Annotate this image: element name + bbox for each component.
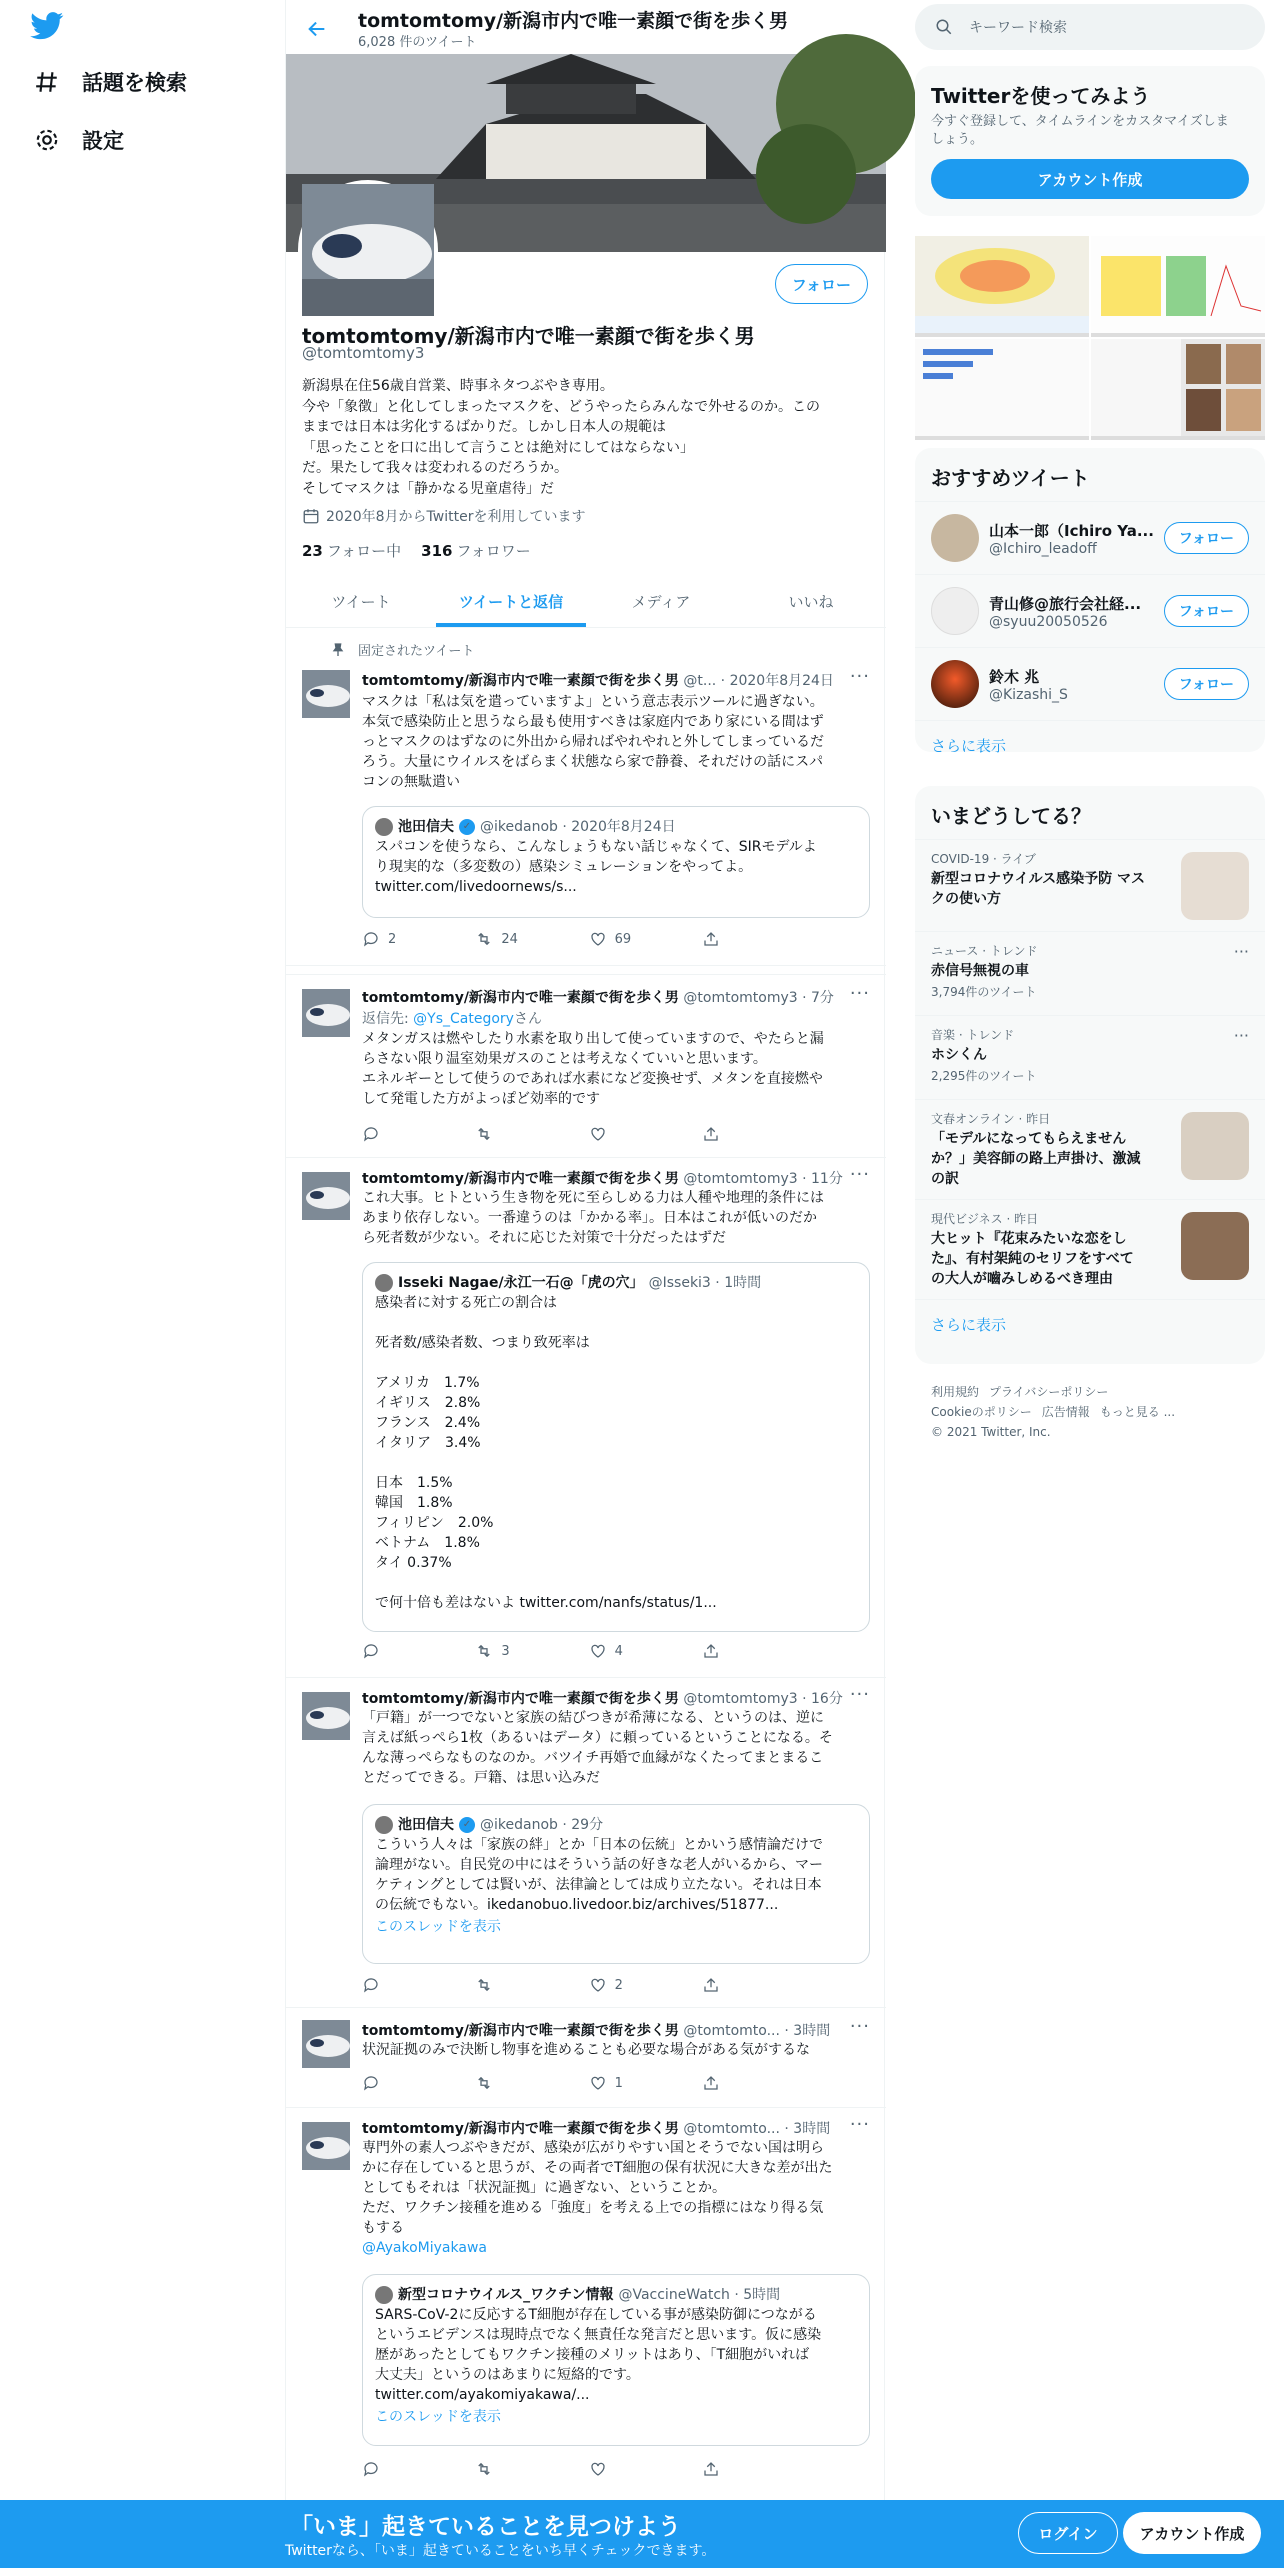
quote-line: で何十倍も差はないよ twitter.com/nanfs/status/1... (375, 1595, 717, 1611)
quote-line: ケティングとしては賢いが、法律論としては成り立たない。それは日本 (375, 1877, 822, 1893)
bio-line: ままでは日本は劣化するばかりだ。しかし日本人の規範は (302, 419, 666, 435)
retweet-icon (475, 2460, 493, 2478)
trend-meta: COVID-19 · ライブ (931, 852, 1036, 866)
trend-thumbnail (1181, 1112, 1249, 1180)
reply-icon (362, 1642, 380, 1660)
retweet-count: 3 (501, 1643, 510, 1659)
like-button[interactable] (589, 930, 669, 948)
profile-avatar[interactable] (298, 180, 438, 320)
trend-item[interactable] (915, 1015, 1265, 1099)
reply-icon (362, 930, 380, 948)
trend-title-line: 新型コロナウイルス感染予防 マス (931, 871, 1146, 887)
show-thread-link[interactable]: このスレッドを表示 (375, 2409, 501, 2425)
like-button[interactable] (589, 1976, 669, 1994)
signup-button[interactable]: アカウント作成 (1123, 2512, 1261, 2554)
reply-icon (362, 2460, 380, 2478)
share-button[interactable] (702, 1976, 782, 1994)
bio-line: そしてマスクは「静かなる児童虐待」だ (302, 480, 554, 497)
quote-meta: @ikedanob · 2020年8月24日 (480, 819, 676, 835)
quote-avatar (375, 1274, 393, 1292)
trend-item[interactable] (915, 931, 1265, 1015)
avatar (931, 660, 979, 708)
trends-card (915, 786, 1265, 1364)
trend-item[interactable] (915, 839, 1265, 931)
more-icon[interactable]: ··· (849, 1684, 870, 1705)
trend-meta: 文春オンライン · 昨日 (931, 1112, 1051, 1126)
recommended-user[interactable] (915, 647, 1265, 720)
tweet-author[interactable]: tomtomtomy/新潟市内で唯一素顔で街を歩く男 (362, 2121, 679, 2137)
quote-line: というエビデンスは現時点でなく無責任な発言だと思います。仮に感染 (375, 2327, 822, 2343)
recommended-title: おすすめツイート (931, 466, 1090, 490)
quote-line: 死者数/感染者数、つまり致死率は (375, 1335, 590, 1351)
trend-title-line: ホシくん (931, 1047, 987, 1063)
share-button[interactable] (702, 930, 782, 948)
twitter-logo-icon[interactable] (30, 12, 64, 40)
quoted-tweet[interactable] (362, 806, 870, 918)
text-line: これ大事。ヒトという生き物を死に至らしめる力は人種や地理的条件には (362, 1190, 824, 1206)
text-line: 言えば紙っぺら1枚（あるいはデータ）に頼っているということになる。そ (362, 1730, 833, 1746)
footer-links (931, 1382, 1261, 1442)
profile-name: tomtomtomy/新潟市内で唯一素顔で街を歩く男 (302, 324, 755, 348)
quote-meta: @ikedanob · 29分 (480, 1817, 604, 1833)
reply-icon (362, 1125, 380, 1143)
followers-label: フォロワー (456, 542, 531, 560)
text-line: としてもそれは「状況証拠」に過ぎない、ということか。 (362, 2180, 726, 2196)
trend-title-line: の大人が嚙みしめるべき理由 (931, 1271, 1113, 1287)
tab-likes[interactable]: いいね (788, 593, 834, 611)
tweet[interactable] (286, 2108, 886, 2500)
quote-line (375, 1573, 857, 1593)
media-grid (915, 236, 1265, 432)
more-icon[interactable]: ··· (1233, 942, 1249, 961)
trend-meta: 音楽 · トレンド (931, 1028, 1015, 1042)
bio-line: 新潟県在住56歳自営業、時事ネタつぶやき専用。 (302, 378, 614, 394)
quote-line (375, 1453, 857, 1473)
avatar[interactable] (302, 1172, 350, 1220)
trend-thumbnail (1181, 852, 1249, 920)
text-line: ただ、ワクチン接種を進める「強度」を考える上での指標にはなり得る気 (362, 2200, 824, 2216)
like-count: 69 (614, 931, 632, 947)
create-account-button[interactable]: アカウント作成 (931, 159, 1249, 199)
footer-link[interactable]: もっと見る ... (1099, 1405, 1176, 1419)
joined-text: 2020年8月からTwitterを利用しています (326, 509, 586, 525)
banner-subtitle: Twitterなら、「いま」起きていることをいち早くチェックできます。 (285, 2543, 716, 2559)
tweet-actions (362, 2460, 782, 2478)
tweet-header (362, 987, 834, 1007)
share-button[interactable] (702, 1125, 782, 1143)
share-button[interactable] (702, 1642, 782, 1660)
tweet-meta: @tomtomto... · 3時間 (683, 2023, 831, 2039)
like-button[interactable] (589, 1125, 669, 1143)
more-icon[interactable]: ··· (1233, 1026, 1249, 1045)
like-button[interactable] (589, 2460, 669, 2478)
signup-sub-line: しょう。 (931, 132, 984, 147)
recommended-user[interactable] (915, 501, 1265, 574)
text-line: んな薄っぺらなものなのか。バツイチ再婚で血縁がなくたってまとまるこ (362, 1750, 824, 1766)
like-count: 2 (614, 1977, 623, 1993)
tweet[interactable] (286, 2008, 886, 2108)
follow-button[interactable]: フォロー (1164, 668, 1249, 700)
signup-sub-line: 今すぐ登録して、タイムラインをカスタマイズしま (931, 114, 1229, 129)
trend-title-line: の訳 (931, 1171, 959, 1187)
main-column (285, 0, 885, 2500)
following-label: フォロー中 (326, 542, 402, 560)
reply-count: 2 (388, 931, 397, 947)
trend-thumbnail (1181, 1212, 1249, 1280)
text-line: とだってできる。戸籍、は思い込みだ (362, 1770, 600, 1786)
share-icon (702, 1976, 720, 1994)
tweet-text (362, 692, 872, 792)
share-icon (702, 2460, 720, 2478)
quote-line: イタリア 3.4% (375, 1435, 481, 1451)
quote-line: フランス 2.4% (375, 1415, 481, 1431)
quote-author: 池田信夫 (398, 819, 454, 835)
text-line: かに存在していると思うが、その両者でT細胞の保有状況に大きな差が出た (362, 2160, 833, 2176)
quote-author: 新型コロナウイルス_ワクチン情報 (398, 2287, 614, 2303)
tweet[interactable] (286, 1158, 886, 1678)
heart-icon (589, 1642, 607, 1660)
quote-line: イギリス 2.8% (375, 1395, 481, 1411)
more-icon[interactable]: ··· (849, 2016, 870, 2037)
text-line: っとマスクのはずなのに外出から帰ればやれやれと外してしまっているだ (362, 734, 824, 750)
tweet-meta: @tomtomto... · 3時間 (683, 2121, 831, 2137)
text-line: メタンガスは燃やしたり水素を取り出して使っていますので、やたらと漏 (362, 1031, 824, 1047)
trend-title-line: 赤信号無視の車 (931, 963, 1029, 979)
media-thumbnail[interactable] (1091, 339, 1265, 440)
text-line: コンの無駄遣い (362, 774, 460, 790)
left-nav (0, 0, 285, 2568)
text-line: 状況証拠のみで決断し物事を進めることも必要な場合がある気がするな (362, 2042, 810, 2058)
media-thumbnail[interactable] (915, 236, 1089, 337)
retweet-button[interactable] (475, 2460, 555, 2478)
footer-link[interactable]: Cookieのポリシー (931, 1405, 1032, 1419)
trend-title-line: 「モデルになってもらえません (931, 1131, 1127, 1147)
right-sidebar (885, 0, 1284, 2500)
more-icon[interactable]: ··· (849, 1164, 870, 1185)
trend-count: 3,794件のツイート (931, 985, 1037, 999)
tweet-actions (362, 930, 782, 948)
retweet-button[interactable] (475, 2074, 555, 2092)
text-line: あまり依存しない。一番違うのは「かかる率」。日本はこれが低いのだか (362, 1210, 817, 1226)
text-line: 「戸籍」が一つでないと家族の結びつきが希薄になる、というのは、逆に (362, 1710, 824, 1726)
profile-bio (302, 376, 872, 499)
avatar[interactable] (302, 1692, 350, 1740)
verified-icon: ✓ (459, 819, 475, 835)
retweet-icon (475, 2074, 493, 2092)
trend-title-line: か？」美容師の路上声掛け、激減 (931, 1151, 1141, 1167)
text-line: して発電した方がよっぽど効率的です (362, 1091, 600, 1107)
profile-handle: @tomtomtomy3 (302, 344, 425, 362)
quote-line: り現実的な（多変数の）感染シミュレーションをやってよ。 (375, 859, 753, 875)
text-line: 本気で感染防止と思うなら最も使用すべきは家庭内であり家にいる間はず (362, 714, 824, 730)
tweet-text (362, 2138, 872, 2258)
tweet-author[interactable]: tomtomtomy/新潟市内で唯一素顔で街を歩く男 (362, 990, 679, 1006)
gear-icon (34, 127, 60, 153)
tweet-meta: @tomtomtomy3 · 7分 (683, 990, 834, 1006)
followers-link[interactable] (421, 540, 531, 561)
quote-line: 大丈夫」というのはあまりに短絡的です。 (375, 2367, 640, 2383)
tweet-text (362, 2040, 872, 2060)
tweet-meta: @t... · 2020年8月24日 (683, 673, 834, 689)
reply-button[interactable] (362, 1642, 442, 1660)
follow-button[interactable]: フォロー (1164, 595, 1249, 627)
reply-icon (362, 2074, 380, 2092)
reply-to-link[interactable]: @Ys_Category (413, 1011, 514, 1027)
quote-meta: @VaccineWatch · 5時間 (618, 2287, 781, 2303)
tweet-author[interactable]: tomtomtomy/新潟市内で唯一素顔で街を歩く男 (362, 2023, 679, 2039)
tweet-meta: @tomtomtomy3 · 11分 (683, 1171, 843, 1187)
trend-count: 2,295件のツイート (931, 1069, 1037, 1083)
media-thumbnail[interactable] (1091, 236, 1265, 337)
verified-icon: ✓ (459, 1817, 475, 1833)
retweet-button[interactable] (475, 1976, 555, 1994)
copyright: © 2021 Twitter, Inc. (931, 1425, 1051, 1439)
reply-button[interactable] (362, 2074, 442, 2092)
search-box[interactable] (915, 4, 1265, 50)
header-name: tomtomtomy/新潟市内で唯一素顔で街を歩く男 (358, 10, 789, 32)
quote-line: 日本 1.5% (375, 1475, 453, 1491)
retweet-button[interactable] (475, 1125, 555, 1143)
quote-line: アメリカ 1.7% (375, 1375, 480, 1391)
mention-link[interactable]: @AyakoMiyakawa (362, 2240, 487, 2256)
more-icon[interactable]: ··· (849, 2114, 870, 2135)
text-line: エネルギーとして使うのであれば水素になど変換せず、メタンを直接燃や (362, 1071, 823, 1087)
tweet-meta: @tomtomtomy3 · 16分 (683, 1691, 843, 1707)
nav-settings[interactable] (20, 114, 138, 166)
media-thumbnail[interactable] (915, 339, 1089, 440)
quote-line: の伝統でもない。ikedanobuo.livedoor.biz/archives/51877... (375, 1897, 779, 1913)
more-icon[interactable]: ··· (849, 666, 870, 687)
profile-follow-stats (302, 540, 531, 561)
follow-button[interactable]: フォロー (1164, 522, 1249, 554)
quote-avatar (375, 818, 393, 836)
signup-banner (0, 2500, 1284, 2568)
profile-header-bar (286, 0, 886, 54)
quote-avatar (375, 2286, 393, 2304)
quote-line: SARS-CoV-2に反応するT細胞が存在している事が感染防御につながる (375, 2307, 817, 2323)
tweet[interactable] (286, 974, 886, 1158)
retweet-icon (475, 930, 493, 948)
avatar[interactable] (302, 2122, 350, 2170)
quote-author: Isseki Nagae/永江一石@「虎の穴」 (398, 1275, 644, 1291)
avatar[interactable] (302, 2020, 350, 2068)
quote-line: こういう人々は「家族の絆」とか「日本の伝統」とかいう感情論だけで (375, 1837, 823, 1853)
tab-media[interactable]: メディア (631, 593, 691, 611)
quote-author: 池田信夫 (398, 1817, 454, 1833)
tweet-actions (362, 1976, 782, 1994)
tweet-text (362, 1188, 872, 1248)
recommended-user[interactable] (915, 574, 1265, 647)
reply-suffix: さん (513, 1011, 542, 1027)
tweet-actions (362, 1642, 782, 1660)
tweet-header (362, 670, 834, 690)
quote-line: ベトナム 1.8% (375, 1535, 480, 1551)
calendar-icon (302, 507, 320, 525)
heart-icon (589, 2074, 607, 2092)
tweet-header (362, 2118, 831, 2138)
tweet-author[interactable]: tomtomtomy/新潟市内で唯一素顔で街を歩く男 (362, 1171, 679, 1187)
footer-link[interactable]: 広告情報 (1041, 1405, 1090, 1419)
quote-line: タイ 0.37% (375, 1555, 452, 1571)
reply-icon (362, 1976, 380, 1994)
bio-line: 今や「象徴」と化してしまったマスクを、どうやったらみんなで外せるのか。この (302, 398, 820, 415)
retweet-count: 24 (501, 931, 518, 947)
tweet-header (362, 1688, 843, 1708)
show-thread-link[interactable]: このスレッドを表示 (375, 1919, 501, 1935)
reply-button[interactable] (362, 1125, 442, 1143)
tweet-header (362, 2020, 831, 2040)
follow-button[interactable]: フォロー (775, 264, 868, 304)
user-handle: @Kizashi_S (989, 686, 1068, 703)
tweet[interactable] (286, 628, 886, 966)
profile-tabs (286, 576, 886, 628)
tweet-author[interactable]: tomtomtomy/新潟市内で唯一素顔で街を歩く男 (362, 1691, 679, 1707)
avatar[interactable] (302, 989, 350, 1037)
quoted-tweet[interactable] (362, 2274, 870, 2446)
search-input[interactable]: キーワード検索 (969, 20, 1067, 36)
followers-count: 316 (421, 542, 453, 560)
like-button[interactable] (589, 2074, 669, 2092)
avatar (931, 514, 979, 562)
retweet-button[interactable] (475, 1642, 555, 1660)
trend-meta: ニュース · トレンド (931, 944, 1038, 958)
avatar (931, 587, 979, 635)
share-icon (702, 930, 720, 948)
user-handle: @syuu20050526 (989, 613, 1108, 630)
text-line: もする (362, 2220, 404, 2236)
reply-button[interactable] (362, 2460, 442, 2478)
tweet-text (362, 1708, 872, 1788)
footer-link[interactable]: 利用規約 (931, 1385, 980, 1399)
share-button[interactable] (702, 2460, 782, 2478)
nav-explore-label: 話題を検索 (82, 71, 187, 95)
heart-icon (589, 930, 607, 948)
quoted-tweet[interactable] (362, 1262, 870, 1632)
nav-explore[interactable] (20, 56, 201, 108)
trend-meta: 現代ビジネス · 昨日 (931, 1212, 1039, 1226)
reply-button[interactable] (362, 930, 442, 948)
signup-subtitle (915, 113, 1265, 149)
reply-button[interactable] (362, 1976, 442, 1994)
user-name: 青山修@旅行会社経... (989, 594, 1142, 613)
recommended-card (915, 448, 1265, 755)
show-more-link[interactable]: さらに表示 (915, 1299, 1265, 1349)
search-icon (935, 18, 953, 36)
user-name: 山本一郎（Ichiro Ya... (989, 521, 1154, 540)
text-line: らさない限り温室効果ガスのことは考えなくていいと思います。 (362, 1051, 767, 1067)
heart-icon (589, 1125, 607, 1143)
quote-line: フィリピン 2.0% (375, 1515, 494, 1531)
tweet-actions (362, 1125, 782, 1143)
tweet-actions (362, 2074, 782, 2092)
retweet-button[interactable] (475, 930, 555, 948)
quote-avatar (375, 1816, 393, 1834)
tweet-text (362, 1009, 872, 1109)
quote-line: twitter.com/ayakomiyakawa/... (375, 2387, 590, 2403)
quote-line: 歴があったとしてもワクチン接種のメリットはあり、「T細胞がいれば (375, 2347, 810, 2363)
header-tweet-count: 6,028 件のツイート (358, 35, 477, 50)
signup-title: Twitterを使ってみよう (931, 84, 1151, 108)
profile-joined (302, 506, 585, 526)
signup-card (915, 66, 1265, 216)
text-line: ら死者数が少ない。それに応じた対策で十分だったはずだ (362, 1230, 726, 1246)
quote-line: 論理がない。自民党の中にはそういう話の好きな老人がいるから、マー (375, 1857, 823, 1873)
reply-prefix: 返信先: (362, 1011, 414, 1027)
hashtag-icon (34, 69, 60, 95)
retweet-icon (475, 1642, 493, 1660)
tab-tweets[interactable]: ツイート (331, 593, 391, 611)
quote-line: 韓国 1.8% (375, 1495, 453, 1511)
heart-icon (589, 2460, 607, 2478)
reply-to (362, 1009, 872, 1029)
more-icon[interactable]: ··· (849, 983, 870, 1004)
quote-line: 感染者に対する死亡の割合は (375, 1295, 557, 1311)
share-icon (702, 1125, 720, 1143)
bio-line: だ。果たして我々は変われるのだろうか。 (302, 460, 568, 476)
quote-line (375, 1313, 857, 1333)
user-name: 鈴木 兆 (989, 667, 1040, 686)
tweet-header (362, 1168, 843, 1188)
quoted-tweet[interactable] (362, 1804, 870, 1964)
tweet[interactable] (286, 1678, 886, 2008)
trend-item[interactable] (915, 1099, 1265, 1199)
like-count: 1 (614, 2075, 623, 2091)
following-count: 23 (302, 542, 323, 560)
tweet-author[interactable]: tomtomtomy/新潟市内で唯一素顔で街を歩く男 (362, 673, 679, 689)
share-icon (702, 1642, 720, 1660)
text-line: マスクは「私は気を遣っていますよ」という意志表示ツールに過ぎない。 (362, 694, 824, 710)
heart-icon (589, 1976, 607, 1994)
share-icon (702, 2074, 720, 2092)
trend-title-line: 大ヒット『花束みたいな恋をし (931, 1231, 1127, 1247)
like-button[interactable] (589, 1642, 669, 1660)
retweet-icon (475, 1125, 493, 1143)
user-handle: @Ichiro_leadoff (989, 540, 1097, 557)
tab-tweets-replies[interactable]: ツイートと返信 (436, 576, 586, 627)
pinned-text: 固定されたツイート (358, 644, 475, 659)
show-more-link[interactable]: さらに表示 (915, 720, 1265, 770)
trend-title-line: た』、有村架純のセリフをすべて (931, 1251, 1134, 1267)
share-button[interactable] (702, 2074, 782, 2092)
text-line: 専門外の素人つぶやきだが、感染が広がりやすい国とそうでない国は明ら (362, 2140, 824, 2156)
login-button[interactable]: ログイン (1018, 2512, 1118, 2554)
quote-line: スパコンを使うなら、こんなしょうもない話じゃなくて、SIRモデルよ (375, 839, 817, 855)
bio-line: 「思ったことを口に出して言うことは絶対にしてはならない」 (302, 439, 694, 456)
back-arrow-icon[interactable] (300, 12, 334, 46)
footer-link[interactable]: プライバシーポリシー (989, 1385, 1109, 1399)
banner-title: 「いま」起きていることを見つけよう (290, 2514, 681, 2540)
trend-item[interactable] (915, 1199, 1265, 1299)
quote-line: twitter.com/livedoornews/s... (375, 879, 577, 895)
avatar[interactable] (302, 670, 350, 718)
retweet-icon (475, 1976, 493, 1994)
quote-line (375, 1353, 857, 1373)
trend-title-line: クの使い方 (931, 891, 1001, 907)
following-link[interactable] (302, 540, 401, 561)
text-line: ろう。大量にウイルスをばらまく状態なら家で静養、それだけの話にスパ (362, 754, 824, 770)
nav-settings-label: 設定 (82, 129, 124, 153)
quote-meta: @Isseki3 · 1時間 (648, 1275, 762, 1291)
trends-title: いまどうしてる？ (931, 804, 1091, 828)
like-count: 4 (614, 1643, 623, 1659)
